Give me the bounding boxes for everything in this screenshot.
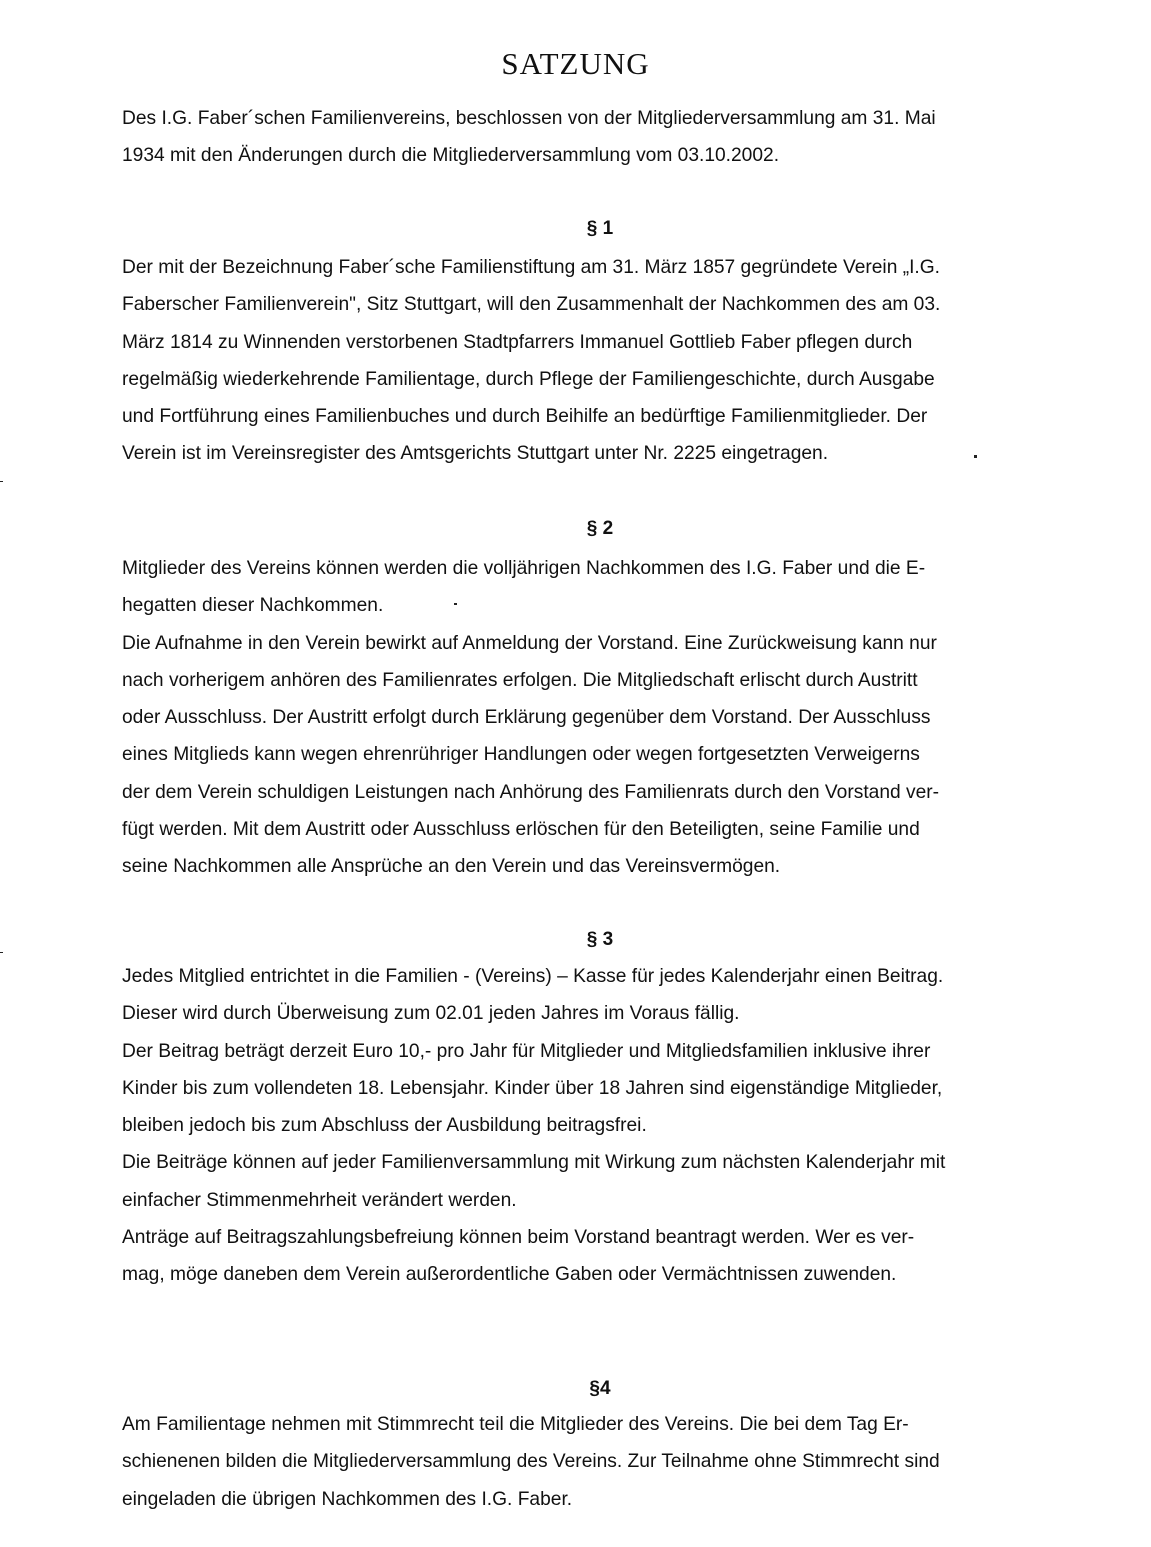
preamble <box>122 100 1087 175</box>
paragraph-line: eines Mitglieds kann wegen ehrenrühriger Handlungen oder wegen fortgesetzten Verweigerns <box>122 744 920 766</box>
paragraph-line: regelmäßig wiederkehrende Familientage, durch Pflege der Familiengeschichte, durch Ausgabe <box>122 368 935 390</box>
section-heading-3: § 3 <box>586 929 614 950</box>
paragraph-line: mag, möge daneben dem Verein außerordentliche Gaben oder Vermächtnissen zuwenden. <box>122 1264 897 1286</box>
section-body-2 <box>122 550 1087 886</box>
paragraph-line: hegatten dieser Nachkommen. <box>122 595 384 617</box>
paragraph-line: und Fortführung eines Familienbuches und durch Beihilfe an bedürftige Familienmitglieder. Der <box>122 406 928 428</box>
paragraph-line: Die Aufnahme in den Verein bewirkt auf Anmeldung der Vorstand. Eine Zurückweisung kann nur <box>122 632 937 654</box>
section-heading-4: §4 <box>589 1378 611 1399</box>
paragraph-line: nach vorherigem anhören des Familienrates erfolgen. Die Mitgliedschaft erlischt durch Austritt <box>122 669 918 691</box>
section-body-4 <box>122 1406 1087 1518</box>
paragraph-line: Jedes Mitglied entrichtet in die Familien - (Vereins) – Kasse für jedes Kalenderjahr einen Beitrag. <box>122 966 944 987</box>
paragraph-line: März 1814 zu Winnenden verstorbenen Stadtpfarrers Immanuel Gottlieb Faber pflegen durch <box>122 331 913 353</box>
paragraph-line: eingeladen die übrigen Nachkommen des I.G. Faber. <box>122 1488 573 1510</box>
paragraph-line: Der Beitrag beträgt derzeit Euro 10,- pro Jahr für Mitglieder und Mitgliedsfamilien inklusive ihrer <box>122 1040 931 1062</box>
paragraph-line: Die Beiträge können auf jeder Familienversammlung mit Wirkung zum nächsten Kalenderjahr mit <box>122 1152 946 1174</box>
paragraph-line: fügt werden. Mit dem Austritt oder Ausschluss erlöschen für den Beteiligten, seine Familie und <box>122 819 920 841</box>
paragraph-line: Verein ist im Vereinsregister des Amtsgerichts Stuttgart unter Nr. 2225 eingetragen. <box>122 443 829 465</box>
paragraph-line: der dem Verein schuldigen Leistungen nach Anhörung des Familienrats durch den Vorstand ver- <box>122 781 940 803</box>
paragraph-line: Am Familientage nehmen mit Stimmrecht teil die Mitglieder des Vereins. Die bei dem Tag Er- <box>122 1414 909 1435</box>
preamble-line: 1934 mit den Änderungen durch die Mitgliederversammlung vom 03.10.2002. <box>122 145 780 167</box>
paragraph-line: Kinder bis zum vollendeten 18. Lebensjahr. Kinder über 18 Jahren sind eigenständige Mitglieder, <box>122 1077 943 1099</box>
document-title: SATZUNG <box>501 46 650 81</box>
paragraph-line: oder Ausschluss. Der Austritt erfolgt durch Erklärung gegenüber dem Vorstand. Der Ausschluss <box>122 707 931 729</box>
section-heading-2: § 2 <box>586 518 614 539</box>
scan-speck <box>0 481 3 482</box>
paragraph-line: Dieser wird durch Überweisung zum 02.01 jeden Jahres im Voraus fällig. <box>122 1003 740 1025</box>
scan-speck <box>974 455 977 458</box>
paragraph-line: Der mit der Bezeichnung Faber´sche Familienstiftung am 31. März 1857 gegründete Verein „I.G. <box>122 257 941 278</box>
scan-speck <box>0 952 3 953</box>
scan-speck <box>454 603 457 605</box>
paragraph-line: bleiben jedoch bis zum Abschluss der Ausbildung beitragsfrei. <box>122 1115 647 1137</box>
section-heading-1: § 1 <box>586 218 614 239</box>
paragraph-line: seine Nachkommen alle Ansprüche an den Verein und das Vereinsvermögen. <box>122 856 781 878</box>
section-body-1 <box>122 249 1087 473</box>
section-body-3 <box>122 958 1087 1294</box>
paragraph-line: einfacher Stimmenmehrheit verändert werden. <box>122 1189 517 1211</box>
paragraph-line: Mitglieder des Vereins können werden die volljährigen Nachkommen des I.G. Faber und die E- <box>122 558 926 579</box>
preamble-line: Des I.G. Faber´schen Familienvereins, beschlossen von der Mitgliederversammlung am 31. Mai <box>122 108 936 129</box>
paragraph-line: schienenen bilden die Mitgliederversammlung des Vereins. Zur Teilnahme ohne Stimmrecht sind <box>122 1451 940 1473</box>
paragraph-line: Faberscher Familienverein", Sitz Stuttgart, will den Zusammenhalt der Nachkommen des am 03. <box>122 294 941 316</box>
paragraph-line: Anträge auf Beitragszahlungsbefreiung können beim Vorstand beantragt werden. Wer es ver- <box>122 1227 915 1249</box>
